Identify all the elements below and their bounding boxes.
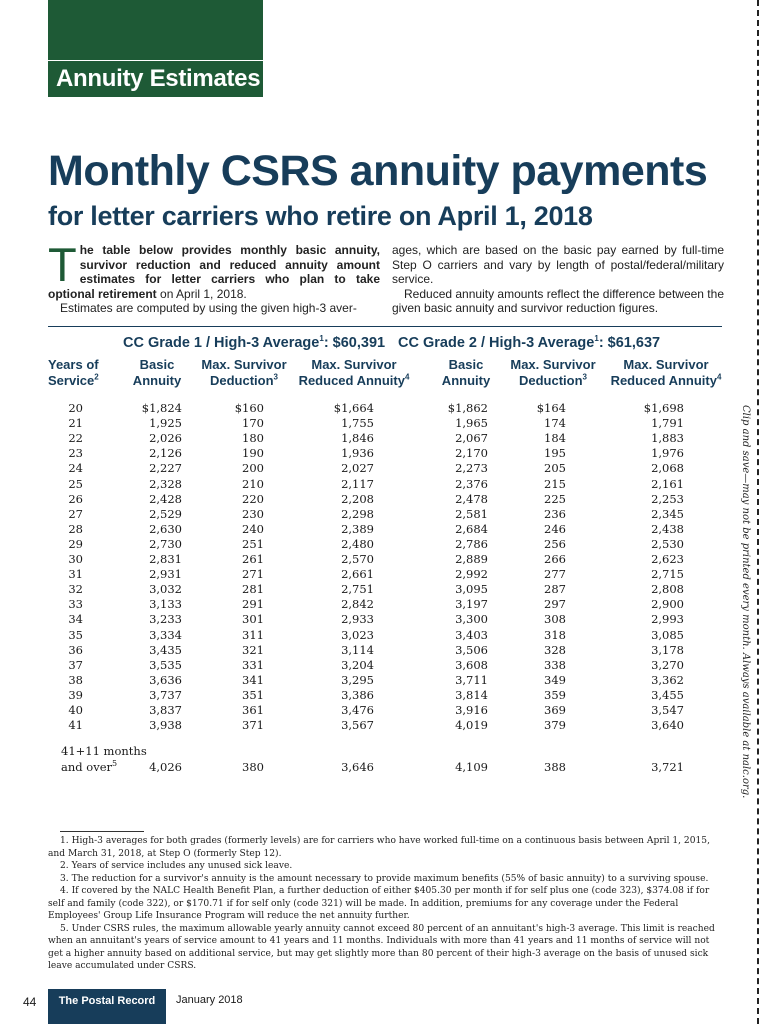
intro-column-right bbox=[392, 243, 724, 316]
table-row bbox=[0, 492, 770, 507]
value-cell: 215 bbox=[544, 476, 566, 491]
years-cell: 33 bbox=[68, 597, 83, 612]
value-cell: 3,916 bbox=[455, 703, 488, 717]
value-cell: 2,478 bbox=[455, 491, 488, 506]
table-row bbox=[0, 537, 770, 552]
value-cell: 2,730 bbox=[149, 536, 182, 551]
value-cell: 4,026 bbox=[149, 760, 182, 774]
value-cell: 180 bbox=[242, 431, 264, 446]
value-cell: 261 bbox=[242, 552, 264, 566]
value-cell: 2,026 bbox=[149, 431, 182, 446]
value-cell: 2,438 bbox=[651, 521, 684, 536]
grade1-heading: CC Grade 1 / High-3 Average$^1$: $60,391 bbox=[123, 334, 386, 351]
table-row bbox=[0, 552, 770, 567]
value-cell: 2,808 bbox=[651, 582, 684, 597]
footnotes bbox=[48, 835, 723, 973]
footnote-1: 1. High-3 averages for both grades (formerly levels) are for carriers who have worked full-time on a continuous basis between April 1, 2015, and March 31, 2018, at Step O (formerly Step 12). bbox=[48, 836, 710, 859]
footnote-divider bbox=[60, 831, 144, 832]
years-cell: 20 bbox=[68, 401, 83, 415]
value-cell: 205 bbox=[544, 461, 566, 476]
value-cell: 3,386 bbox=[341, 687, 374, 702]
value-cell: 2,715 bbox=[651, 567, 684, 582]
years-cell: 36 bbox=[68, 642, 83, 657]
page-subtitle: for letter carriers who retire on April 1, 2018 bbox=[48, 201, 593, 231]
intro-lead-rest: on April 1, 2018. bbox=[156, 286, 247, 301]
footnote-5: 5. Under CSRS rules, the maximum allowable yearly annuity cannot exceed 80 percent of an annuitant's high-3 average. This limit is reached when an annuitant's years of service amount to 41 years and 11 months. Individuals with more than 41 years and 11 months of service will not get a higher annuity based on additional service, but may get slightly more than 80 percent of their high-3 average on the basis of unused sick leave accumulated under CSRS. bbox=[48, 923, 715, 971]
value-cell: 2,831 bbox=[149, 552, 182, 566]
years-cell: 24 bbox=[68, 461, 83, 476]
value-cell: 379 bbox=[544, 718, 566, 733]
value-cell: 1,925 bbox=[149, 416, 182, 431]
value-cell: 2,889 bbox=[455, 552, 488, 566]
value-cell: 3,837 bbox=[149, 703, 182, 717]
table-row bbox=[0, 673, 770, 688]
value-cell: 1,965 bbox=[455, 416, 488, 431]
value-cell: $1,698 bbox=[643, 401, 684, 415]
value-cell: 3,295 bbox=[341, 672, 374, 687]
value-cell: 277 bbox=[544, 567, 566, 582]
value-cell: 287 bbox=[544, 582, 566, 597]
col-header-basic-1: Basic Annuity bbox=[132, 357, 182, 388]
col-header-deduction-1: Max. Survivor Deduction$^3$ bbox=[201, 357, 287, 388]
value-cell: 2,170 bbox=[455, 446, 488, 461]
value-cell: 256 bbox=[544, 536, 566, 551]
value-cell: 1,976 bbox=[651, 446, 684, 461]
value-cell: 369 bbox=[544, 703, 566, 717]
years-cell: 30 bbox=[68, 552, 83, 566]
value-cell: 2,992 bbox=[455, 567, 488, 582]
value-cell: 2,027 bbox=[341, 461, 374, 476]
table-row bbox=[0, 446, 770, 461]
years-cell: 38 bbox=[68, 672, 83, 687]
value-cell: 2,630 bbox=[149, 521, 182, 536]
value-cell: 318 bbox=[544, 627, 566, 642]
years-cell: 31 bbox=[68, 567, 83, 582]
value-cell: 2,900 bbox=[651, 597, 684, 612]
table-row bbox=[0, 416, 770, 431]
value-cell: 3,300 bbox=[455, 612, 488, 627]
value-cell: 351 bbox=[242, 687, 264, 702]
value-cell: 3,032 bbox=[149, 582, 182, 597]
value-cell: 266 bbox=[544, 552, 566, 566]
value-cell: 2,623 bbox=[651, 552, 684, 566]
col-header-reduced-1: Max. Survivor Reduced Annuity$^4$ bbox=[298, 357, 410, 388]
value-cell: 200 bbox=[242, 461, 264, 476]
page-number: 44 bbox=[23, 995, 37, 1009]
table-row-last-label bbox=[0, 744, 770, 759]
value-cell: 3,178 bbox=[651, 642, 684, 657]
value-cell: 2,786 bbox=[455, 536, 488, 551]
value-cell: 3,455 bbox=[651, 687, 684, 702]
value-cell: 2,684 bbox=[455, 521, 488, 536]
value-cell: 220 bbox=[242, 491, 264, 506]
value-cell: 2,933 bbox=[341, 612, 374, 627]
value-cell: 308 bbox=[544, 612, 566, 627]
intro-lead: he table below provides monthly basic annuity, survivor reduction and reduced annuity amount estimates for letter carriers who plan to take optional retirement bbox=[48, 243, 380, 301]
years-cell: 27 bbox=[68, 506, 83, 521]
value-cell: 2,067 bbox=[455, 431, 488, 446]
section-tag bbox=[48, 60, 263, 97]
years-cell: 21 bbox=[68, 416, 83, 431]
value-cell: 2,298 bbox=[341, 506, 374, 521]
table-row bbox=[0, 688, 770, 703]
value-cell: 328 bbox=[544, 642, 566, 657]
value-cell: $1,664 bbox=[333, 401, 374, 415]
value-cell: 380 bbox=[242, 760, 264, 774]
value-cell: 3,334 bbox=[149, 627, 182, 642]
value-cell: 3,567 bbox=[341, 718, 374, 733]
value-cell: 2,208 bbox=[341, 491, 374, 506]
value-cell: 291 bbox=[242, 597, 264, 612]
value-cell: 281 bbox=[242, 582, 264, 597]
value-cell: 3,403 bbox=[455, 627, 488, 642]
years-cell: 40 bbox=[68, 703, 83, 717]
value-cell: 3,233 bbox=[149, 612, 182, 627]
grade2-heading: CC Grade 2 / High-3 Average$^1$: $61,637 bbox=[398, 334, 661, 351]
value-cell: 2,389 bbox=[341, 521, 374, 536]
table-row bbox=[0, 628, 770, 643]
value-cell: 225 bbox=[544, 491, 566, 506]
value-cell: 321 bbox=[242, 642, 264, 657]
value-cell: 2,328 bbox=[149, 476, 182, 491]
table-row bbox=[0, 401, 770, 416]
value-cell: 184 bbox=[544, 431, 566, 446]
value-cell: 331 bbox=[242, 657, 264, 672]
value-cell: $1,862 bbox=[447, 401, 488, 415]
value-cell: 3,646 bbox=[341, 760, 374, 774]
years-cell: 29 bbox=[68, 536, 83, 551]
value-cell: 388 bbox=[544, 760, 566, 774]
value-cell: 3,721 bbox=[651, 760, 684, 774]
value-cell: 3,506 bbox=[455, 642, 488, 657]
value-cell: 271 bbox=[242, 567, 264, 582]
value-cell: 311 bbox=[242, 627, 264, 642]
years-cell: 41 bbox=[68, 718, 83, 733]
value-cell: 2,273 bbox=[455, 461, 488, 476]
value-cell: 2,117 bbox=[341, 476, 374, 491]
value-cell: 190 bbox=[242, 446, 264, 461]
value-cell: 3,636 bbox=[149, 672, 182, 687]
col-header-reduced-2: Max. Survivor Reduced Annuity$^4$ bbox=[610, 357, 722, 388]
value-cell: 3,362 bbox=[651, 672, 684, 687]
value-cell: 359 bbox=[544, 687, 566, 702]
header-color-block bbox=[48, 0, 263, 60]
value-cell: 4,109 bbox=[455, 760, 488, 774]
intro-paragraph-3: Reduced annuity amounts reflect the difference between the given basic annuity and survivor reduction figures. bbox=[392, 286, 724, 316]
value-cell: 301 bbox=[242, 612, 264, 627]
value-cell: 361 bbox=[242, 703, 264, 717]
footnote-4: 4. If covered by the NALC Health Benefit Plan, a further deduction of either $405.30 per month if for self plus one (code 323), $374.08 if for self and family (code 322), or $170.71 if for self only (code 321) will be made. In addition, premiums for any coverage under the Federal Employees' Group Life Insurance Program will reduce the net annuity further. bbox=[48, 886, 710, 921]
value-cell: 3,270 bbox=[651, 657, 684, 672]
value-cell: 3,204 bbox=[341, 657, 374, 672]
value-cell: 4,019 bbox=[455, 718, 488, 733]
value-cell: 2,345 bbox=[651, 506, 684, 521]
years-cell: 28 bbox=[68, 521, 83, 536]
value-cell: 246 bbox=[544, 521, 566, 536]
value-cell: 3,640 bbox=[651, 718, 684, 733]
value-cell: 3,133 bbox=[149, 597, 182, 612]
value-cell: 2,529 bbox=[149, 506, 182, 521]
intro-column-left bbox=[48, 238, 380, 316]
value-cell: 3,114 bbox=[341, 642, 374, 657]
value-cell: 1,936 bbox=[341, 446, 374, 461]
drop-cap: T bbox=[48, 238, 77, 291]
value-cell: 1,846 bbox=[341, 431, 374, 446]
table-row bbox=[0, 567, 770, 582]
table-row bbox=[0, 612, 770, 627]
value-cell: 170 bbox=[242, 416, 264, 431]
value-cell: 236 bbox=[544, 506, 566, 521]
years-cell: 26 bbox=[68, 491, 83, 506]
value-cell: 230 bbox=[242, 506, 264, 521]
value-cell: 3,435 bbox=[149, 642, 182, 657]
section-tag-label: Annuity Estimates bbox=[56, 65, 261, 92]
value-cell: 3,608 bbox=[455, 657, 488, 672]
value-cell: 3,547 bbox=[651, 703, 684, 717]
value-cell: 2,227 bbox=[149, 461, 182, 476]
table-row bbox=[0, 507, 770, 522]
value-cell: 341 bbox=[242, 672, 264, 687]
value-cell: 2,751 bbox=[341, 582, 374, 597]
table-row bbox=[0, 582, 770, 597]
value-cell: 3,476 bbox=[341, 703, 374, 717]
clip-and-save-note: Clip and save—may not be printed every month. Always available at nalc.org. bbox=[740, 405, 751, 799]
years-cell: 23 bbox=[68, 446, 83, 461]
publication-badge: The Postal Record bbox=[48, 989, 166, 1024]
value-cell: 3,197 bbox=[455, 597, 488, 612]
value-cell: 371 bbox=[242, 718, 264, 733]
value-cell: 2,842 bbox=[341, 597, 374, 612]
value-cell: 2,161 bbox=[651, 476, 684, 491]
value-cell: 3,095 bbox=[455, 582, 488, 597]
value-cell: 2,376 bbox=[455, 476, 488, 491]
value-cell: 2,126 bbox=[149, 446, 182, 461]
table-row bbox=[0, 643, 770, 658]
value-cell: 2,931 bbox=[149, 567, 182, 582]
value-cell: $160 bbox=[234, 401, 264, 415]
value-cell: 3,711 bbox=[455, 672, 488, 687]
value-cell: 2,570 bbox=[341, 552, 374, 566]
page-title: Monthly CSRS annuity payments bbox=[48, 147, 708, 195]
intro-paragraph-2-start: Estimates are computed by using the given high-3 aver- bbox=[60, 301, 357, 316]
value-cell: 3,023 bbox=[341, 627, 374, 642]
years-cell: 39 bbox=[68, 687, 83, 702]
value-cell: 240 bbox=[242, 521, 264, 536]
value-cell: 3,737 bbox=[149, 687, 182, 702]
table-row bbox=[0, 703, 770, 718]
footnote-3: 3. The reduction for a survivor's annuity is the amount necessary to provide maximum benefits (55% of basic annuity) to a surviving spouse. bbox=[60, 873, 709, 884]
value-cell: 195 bbox=[544, 446, 566, 461]
years-cell: 37 bbox=[68, 657, 83, 672]
value-cell: 2,253 bbox=[651, 491, 684, 506]
years-cell: 22 bbox=[68, 431, 83, 446]
years-cell: 35 bbox=[68, 627, 83, 642]
value-cell: 1,883 bbox=[651, 431, 684, 446]
value-cell: 2,530 bbox=[651, 536, 684, 551]
value-cell: 338 bbox=[544, 657, 566, 672]
value-cell: 2,581 bbox=[455, 506, 488, 521]
table-row bbox=[0, 658, 770, 673]
value-cell: 210 bbox=[242, 476, 264, 491]
table-row bbox=[0, 522, 770, 537]
cut-line bbox=[757, 0, 759, 1024]
value-cell: 1,791 bbox=[651, 416, 684, 431]
col-header-basic-2: Basic Annuity bbox=[441, 357, 491, 388]
value-cell: 349 bbox=[544, 672, 566, 687]
last-row-label-1: 41+11 months bbox=[61, 744, 147, 758]
value-cell: 2,661 bbox=[341, 567, 374, 582]
value-cell: 251 bbox=[242, 536, 264, 551]
table-row bbox=[0, 431, 770, 446]
value-cell: 2,428 bbox=[149, 491, 182, 506]
value-cell: 3,085 bbox=[651, 627, 684, 642]
table-row bbox=[0, 477, 770, 492]
value-cell: $1,824 bbox=[141, 401, 182, 415]
value-cell: 2,993 bbox=[651, 612, 684, 627]
last-row-label-2: and over$^5$ bbox=[61, 759, 118, 774]
table-row bbox=[0, 461, 770, 476]
table-row bbox=[0, 718, 770, 733]
years-cell: 32 bbox=[68, 582, 83, 597]
value-cell: $164 bbox=[536, 401, 566, 415]
value-cell: 297 bbox=[544, 597, 566, 612]
col-header-years: Years of Service$^2$ bbox=[48, 357, 99, 388]
footnote-2: 2. Years of service includes any unused sick leave. bbox=[60, 861, 293, 871]
value-cell: 174 bbox=[544, 416, 566, 431]
section-divider bbox=[48, 326, 722, 327]
issue-date: January 2018 bbox=[176, 994, 243, 1006]
value-cell: 3,814 bbox=[455, 687, 488, 702]
value-cell: 3,938 bbox=[149, 718, 182, 733]
col-header-deduction-2: Max. Survivor Deduction$^3$ bbox=[510, 357, 596, 388]
value-cell: 2,068 bbox=[651, 461, 684, 476]
value-cell: 1,755 bbox=[341, 416, 374, 431]
value-cell: 2,480 bbox=[341, 536, 374, 551]
intro-paragraph-2-end: ages, which are based on the basic pay earned by full-time Step O carriers and vary by length of postal/federal/military service. bbox=[392, 243, 724, 287]
value-cell: 3,535 bbox=[149, 657, 182, 672]
years-cell: 34 bbox=[68, 612, 83, 627]
table-row bbox=[0, 597, 770, 612]
table-row-last bbox=[0, 760, 770, 775]
years-cell: 25 bbox=[68, 476, 83, 491]
